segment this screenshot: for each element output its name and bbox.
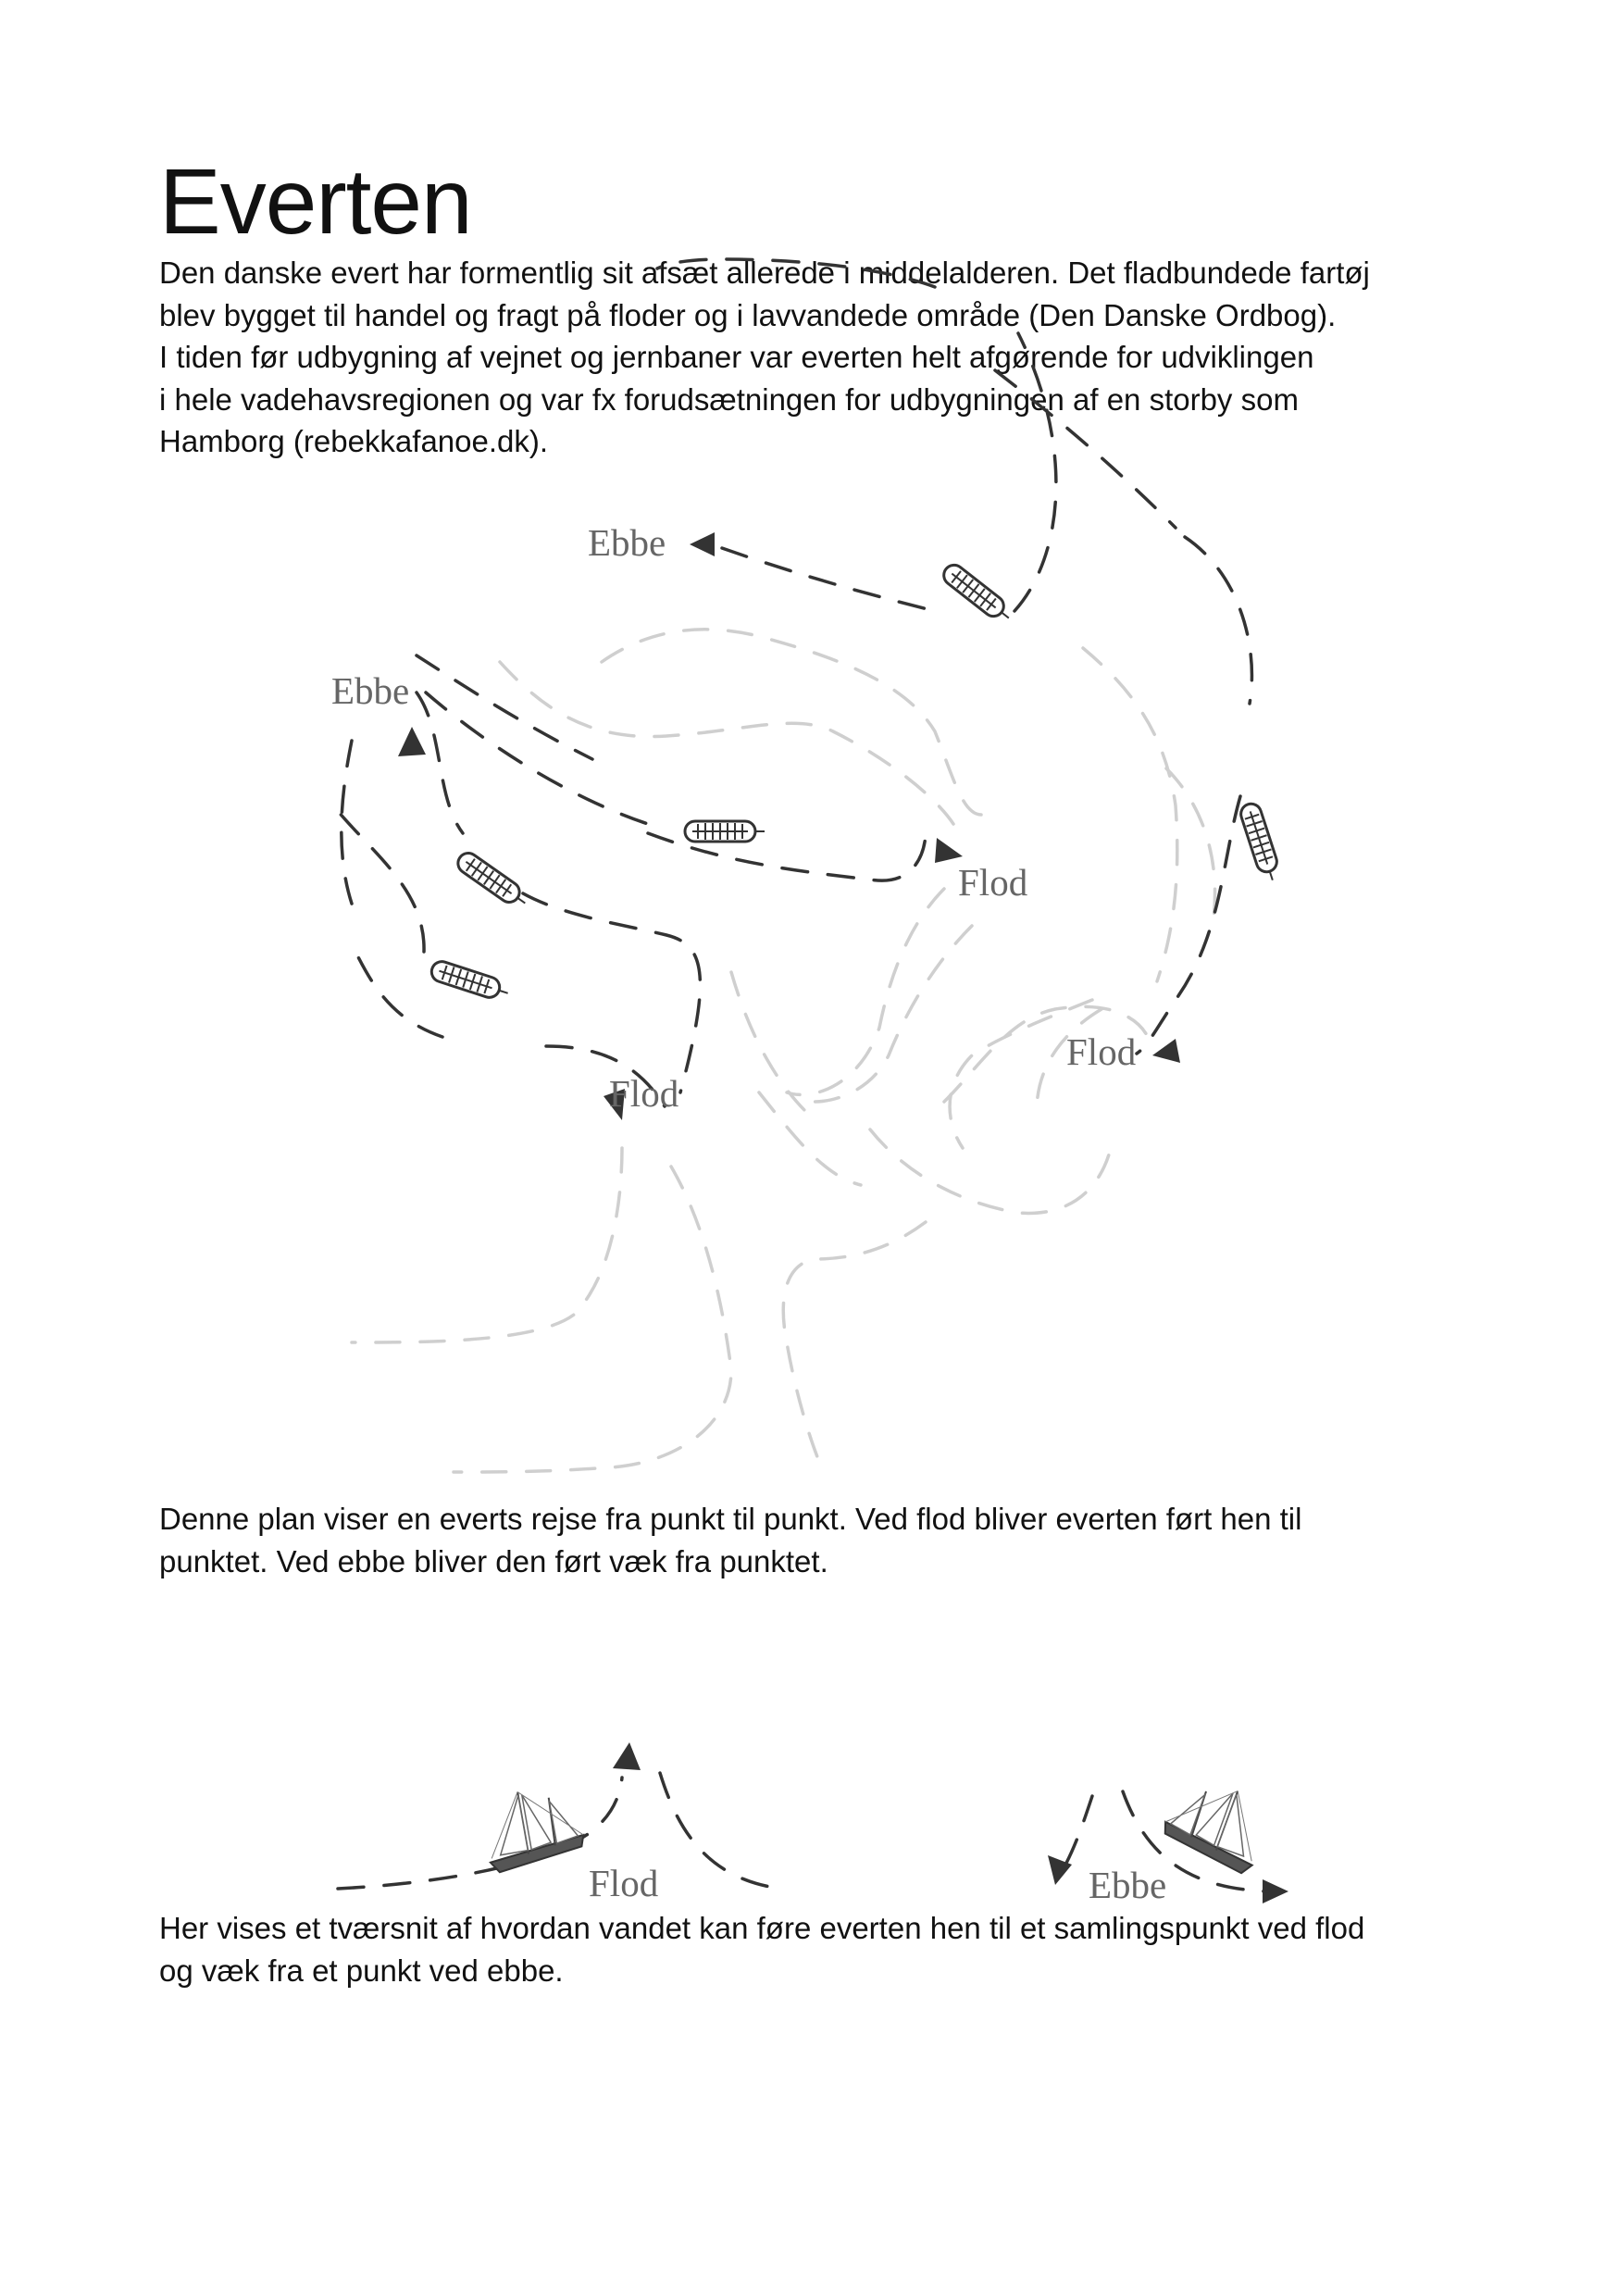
caption-line: Denne plan viser en everts rejse fra punkt til punkt. Ved flod bliver everten ført hen til [159, 1502, 1302, 1536]
cross-section-diagram [338, 1771, 1275, 1906]
arrow-icon [1152, 1039, 1180, 1063]
label-cross-ebbe: Ebbe [1089, 1864, 1167, 1906]
caption-line: punktet. Ved ebbe bliver den ført væk fra punktet. [159, 1543, 828, 1578]
boat-icon [429, 959, 511, 1003]
intro-line: I tiden før udbygning af vejnet og jernbaner var everten helt afgørende for udviklingen [159, 340, 1314, 374]
cross-section-caption [159, 1907, 1364, 1991]
arrow-icon [398, 727, 426, 756]
caption-line: og væk fra et punkt ved ebbe. [159, 1953, 564, 1988]
sailing-ship-icon [479, 1782, 588, 1874]
arrow-icon [613, 1742, 641, 1770]
page-title: Everten [159, 150, 472, 254]
plan-caption [159, 1498, 1301, 1582]
boat-icon [685, 821, 765, 842]
label-flod-center: Flod [958, 861, 1028, 904]
boat-icon [454, 849, 531, 911]
boat-icon [940, 561, 1014, 626]
label-cross-flod: Flod [589, 1862, 659, 1904]
label-ebbe-left: Ebbe [331, 669, 410, 712]
intro-line: Hamborg (rebekkafanoe.dk). [159, 424, 549, 458]
caption-line: Her vises et tværsnit af hvordan vandet kan føre everten hen til et samlingspunkt ved flod [159, 1911, 1365, 1945]
label-ebbe-top: Ebbe [588, 521, 666, 564]
boat-icon [1238, 801, 1282, 883]
label-flod-right: Flod [1066, 1030, 1137, 1073]
sailing-ship-icon [1158, 1771, 1275, 1876]
label-flod-bottom: Flod [609, 1072, 679, 1115]
intro-line: Den danske evert har formentlig sit afsæt allerede i middelalderen. Det fladbundede fartøj [159, 256, 1370, 290]
intro-line: blev bygget til handel og fragt på floder og i lavvandede område (Den Danske Ordbog). [159, 297, 1337, 332]
arrow-icon [690, 532, 715, 556]
arrow-icon [935, 838, 963, 863]
intro-line: i hele vadehavsregionen og var fx forudsætningen for udbygningen af en storby som [159, 381, 1299, 417]
